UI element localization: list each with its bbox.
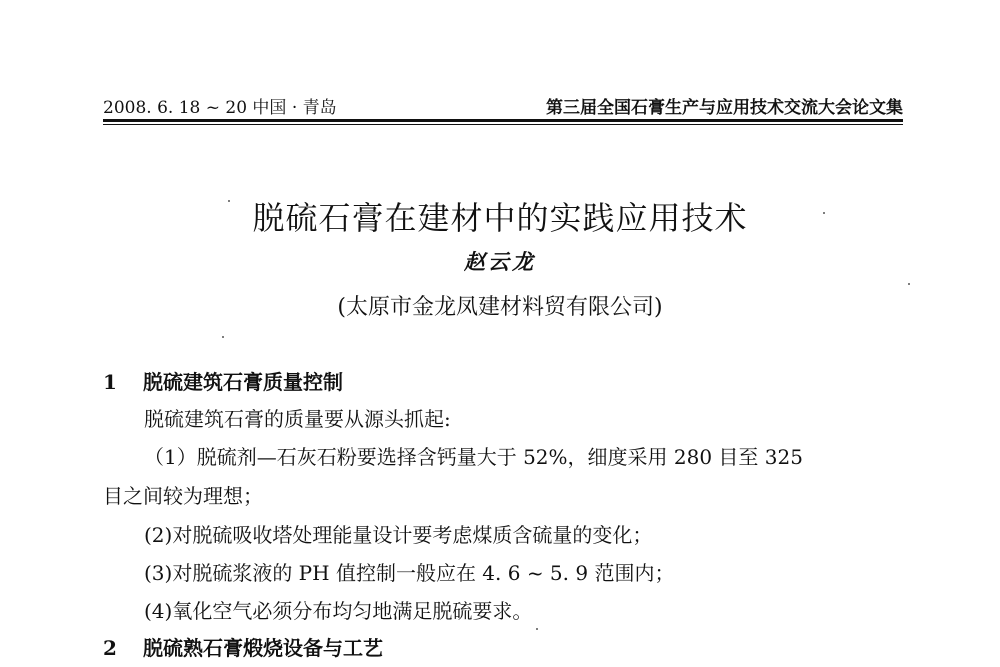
scan-speck [222, 336, 224, 338]
header-rule-thin [103, 124, 903, 125]
proceedings-title: 第三届全国石膏生产与应用技术交流大会论文集 [546, 98, 903, 118]
item-4: (4)氧化空气必须分布均匀地满足脱硫要求。 [144, 599, 533, 623]
header-rule-thick [103, 119, 903, 122]
scan-speck [536, 628, 538, 630]
author-affiliation: (太原市金龙凤建材料贸有限公司) [337, 295, 663, 320]
section-2-title: 脱硫熟石膏煅烧设备与工艺 [143, 636, 383, 660]
scan-speck [908, 283, 910, 285]
author-name: 赵云龙 [464, 249, 536, 274]
item-1-line-2: 目之间较为理想； [103, 484, 263, 508]
section-1-title: 脱硫建筑石膏质量控制 [143, 370, 343, 394]
section-2-number: 2 [103, 636, 117, 660]
section-2-heading [103, 632, 383, 661]
scan-speck [823, 212, 825, 214]
running-header [103, 93, 903, 121]
conference-date-location: 2008. 6. 18 ~ 20 中国 · 青岛 [103, 98, 337, 118]
section-1-heading [103, 366, 343, 395]
item-1-line-1: （1）脱硫剂—石灰石粉要选择含钙量大于 52%，细度采用 280 目至 325 [144, 445, 803, 469]
scan-speck [228, 200, 230, 202]
section-1-intro: 脱硫建筑石膏的质量要从源头抓起: [144, 407, 451, 431]
item-3: (3)对脱硫浆液的 PH 值控制一般应在 4. 6 ~ 5. 9 范围内； [144, 561, 675, 585]
item-2: (2)对脱硫吸收塔处理能量设计要考虑煤质含硫量的变化； [144, 523, 653, 547]
section-1-number: 1 [103, 370, 117, 394]
paper-title: 脱硫石膏在建材中的实践应用技术 [252, 199, 748, 237]
